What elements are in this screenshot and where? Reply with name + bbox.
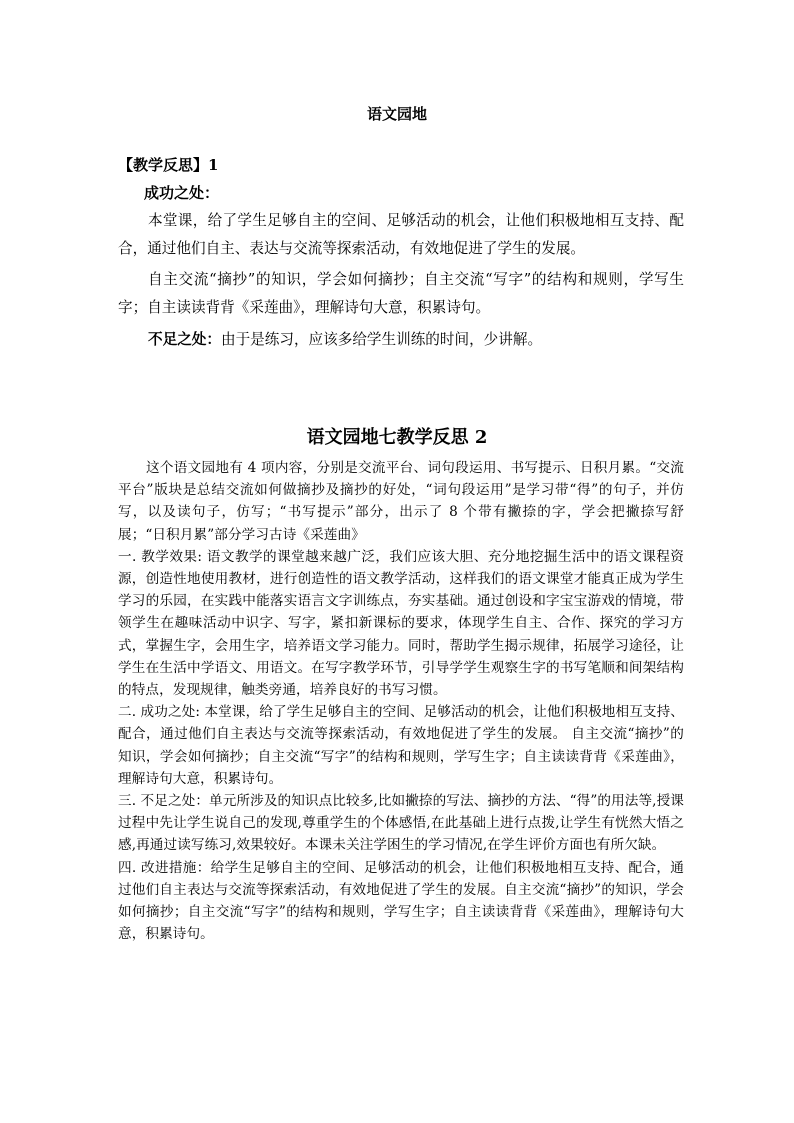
section-title-2: 语文园地七教学反思 2 bbox=[306, 427, 488, 448]
reflection-section-1 bbox=[118, 155, 684, 354]
intro-paragraph: 这个语文园地有 4 项内容，分别是交流平台、词句段运用、书写提示、日积月累。“交流平台”版块是总结交流如何做摘抄及摘抄的好处，“词句段运用”是学习带“得”的句子，并仿写，以及读句子，仿写；“书写提示”部分，出示了 8 个带有撇捺的字，学会把撇捺写舒展；“日积月累”部分学习古诗《采莲曲》 bbox=[118, 460, 684, 543]
shortcoming-paragraph bbox=[118, 326, 684, 354]
page-title: 语文园地 bbox=[366, 105, 427, 123]
shortcoming-text: 由于是练习，应该多给学生训练的时间，少讲解。 bbox=[220, 331, 543, 348]
success-paragraph-2: 自主交流“摘抄”的知识，学会如何摘抄；自主交流“写字”的结构和规则，学写生字；自主读读背背《采莲曲》，理解诗句大意，积累诗句。 bbox=[118, 271, 684, 316]
shortcoming-paragraph-2: 三. 不足之处：单元所涉及的知识点比较多,比如撇捺的写法、摘抄的方法、“得”的用法等,授课过程中先让学生说自己的发现,尊重学生的个体感悟,在此基础上进行点拨,让学生有恍然大悟之感,再通过读写练习,效果较好。本课未关注学困生的学习情况,在学生评价方面也有所欠缺。 bbox=[118, 793, 684, 854]
reflection-section-2 bbox=[118, 457, 684, 945]
success-paragraph: 二. 成功之处: 本堂课，给了学生足够自主的空间、足够活动的机会，让他们积极地相互支持、配合，通过他们自主表达与交流等探索活动，有效地促进了学生的发展。 自主交流“摘抄”的知识，学会如何摘抄；自主交流“写字”的结构和规则，学写生字；自主读读背背《采莲曲》，理解诗句大意，积累诗句。 bbox=[118, 704, 684, 787]
section-heading: 【教学反思】1 bbox=[118, 156, 219, 174]
success-subheading: 成功之处： bbox=[144, 184, 220, 202]
shortcoming-label: 不足之处： bbox=[148, 331, 221, 348]
success-paragraph-1: 本堂课，给了学生足够自主的空间、足够活动的机会，让他们积极地相互支持、配合，通过他们自主、表达与交流等探索活动，有效地促进了学生的发展。 bbox=[118, 212, 684, 257]
teaching-effect-paragraph: 一. 教学效果: 语文教学的课堂越来越广泛，我们应该大胆、充分地挖掘生活中的语文课程资源，创造性地使用教材，进行创造性的语文教学活动，这样我们的语文课堂才能真正成为学生学习的乐园，在实践中能落实语言文字训练点，夯实基础。通过创设和字宝宝游戏的情境，带领学生在趣味活动中识字、写字，紧扣新课标的要求，体现学生自主、合作、探究的学习方式，掌握生字，会用生字，培养语文学习能力。同时，帮助学生揭示规律，拓展学习途径，让学生在生活中学语文、用语文。在写字教学环节，引导学学生观察生字的书写笔顺和间架结构的特点，发现规律，触类旁通，培养良好的书写习惯。 bbox=[118, 548, 684, 699]
improvement-paragraph: 四. 改进措施：给学生足够自主的空间、足够活动的机会，让他们积极地相互支持、配合，通过他们自主表达与交流等探索活动，有效地促进了学生的发展。自主交流“摘抄”的知识，学会如何摘抄；自主交流“写字”的结构和规则，学写生字；自主读读背背《采莲曲》，理解诗句大意，积累诗句。 bbox=[118, 859, 684, 943]
